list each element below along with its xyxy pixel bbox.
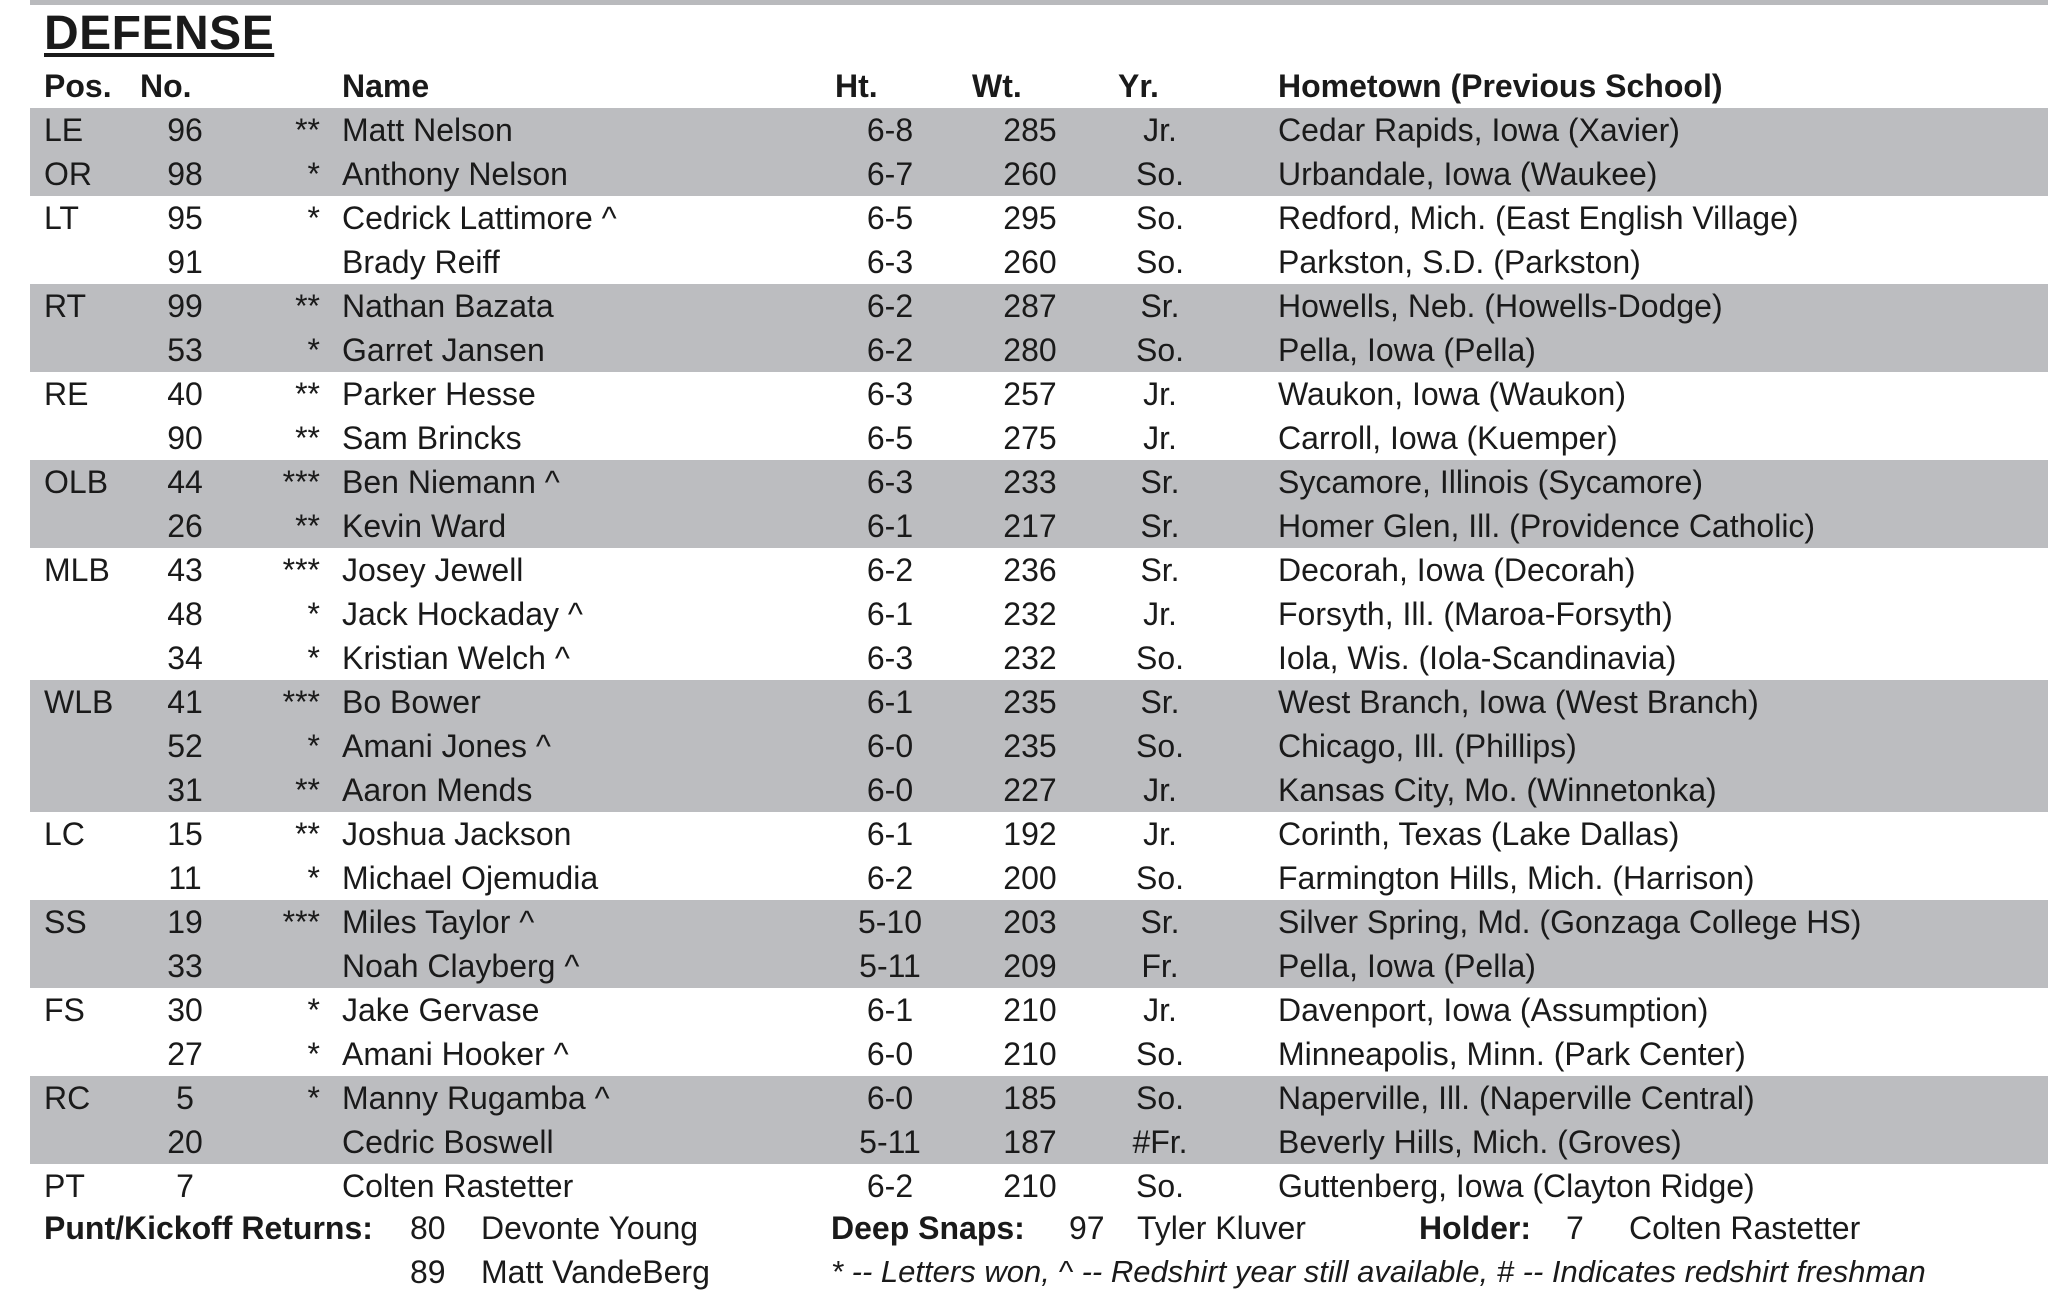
name-cell: Ben Niemann ^ xyxy=(342,464,560,500)
height-cell: 6-1 xyxy=(866,992,914,1028)
hometown-cell: Sycamore, Illinois (Sycamore) xyxy=(1278,464,1703,500)
year-cell: Jr. xyxy=(1143,420,1177,456)
number-cell: 95 xyxy=(167,200,203,236)
table-row xyxy=(30,900,2048,944)
position-cell: RC xyxy=(44,1080,91,1116)
top-divider xyxy=(30,0,2048,5)
hometown-cell: Beverly Hills, Mich. (Groves) xyxy=(1278,1124,1682,1160)
year-cell: Sr. xyxy=(1140,464,1180,500)
letters-cell: ** xyxy=(295,816,320,852)
table-row xyxy=(30,768,2048,812)
table-row xyxy=(30,504,2048,548)
number-cell: 19 xyxy=(167,904,203,940)
letters-cell: * xyxy=(307,1080,320,1116)
hometown-cell: Carroll, Iowa (Kuemper) xyxy=(1278,420,1618,456)
table-row xyxy=(30,856,2048,900)
height-cell: 6-3 xyxy=(866,244,914,280)
year-cell: Jr. xyxy=(1143,596,1177,632)
number-cell: 43 xyxy=(167,552,203,588)
name-cell: Kristian Welch ^ xyxy=(342,640,570,676)
returns-name-2: Matt VandeBerg xyxy=(481,1254,710,1290)
position-cell: LC xyxy=(44,816,85,852)
number-cell: 7 xyxy=(176,1168,194,1204)
year-cell: Sr. xyxy=(1140,552,1180,588)
letters-cell: ** xyxy=(295,420,320,456)
year-cell: Sr. xyxy=(1140,508,1180,544)
number-cell: 48 xyxy=(167,596,203,632)
weight-cell: 203 xyxy=(1003,904,1057,940)
letters-cell: * xyxy=(307,860,320,896)
name-cell: Nathan Bazata xyxy=(342,288,554,324)
height-cell: 6-1 xyxy=(866,816,914,852)
table-row xyxy=(30,592,2048,636)
weight-cell: 280 xyxy=(1003,332,1057,368)
name-cell: Brady Reiff xyxy=(342,244,500,280)
hometown-cell: Cedar Rapids, Iowa (Xavier) xyxy=(1278,112,1680,148)
snaps-no: 97 xyxy=(1069,1210,1105,1246)
height-cell: 6-1 xyxy=(866,596,914,632)
letters-cell: * xyxy=(307,332,320,368)
section-title: DEFENSE xyxy=(44,7,275,60)
name-cell: Garret Jansen xyxy=(342,332,545,368)
height-cell: 6-2 xyxy=(866,288,914,324)
number-cell: 91 xyxy=(167,244,203,280)
number-cell: 27 xyxy=(167,1036,203,1072)
name-cell: Jack Hockaday ^ xyxy=(342,596,583,632)
hometown-cell: Pella, Iowa (Pella) xyxy=(1278,948,1536,984)
letters-cell: * xyxy=(307,992,320,1028)
hometown-cell: Naperville, Ill. (Naperville Central) xyxy=(1278,1080,1755,1116)
letters-cell: *** xyxy=(282,904,320,940)
holder-label: Holder: xyxy=(1419,1210,1531,1246)
weight-cell: 227 xyxy=(1003,772,1057,808)
number-cell: 52 xyxy=(167,728,203,764)
name-cell: Noah Clayberg ^ xyxy=(342,948,580,984)
table-header xyxy=(0,64,2048,108)
year-cell: Sr. xyxy=(1140,684,1180,720)
letters-cell: * xyxy=(307,156,320,192)
hometown-cell: Corinth, Texas (Lake Dallas) xyxy=(1278,816,1680,852)
letters-cell: * xyxy=(307,1036,320,1072)
position-cell: MLB xyxy=(44,552,110,588)
returns-no-2: 89 xyxy=(410,1254,446,1290)
returns-name-1: Devonte Young xyxy=(481,1210,699,1246)
table-row xyxy=(30,460,2048,504)
number-cell: 5 xyxy=(176,1080,194,1116)
hometown-cell: Redford, Mich. (East English Village) xyxy=(1278,200,1799,236)
hometown-cell: Forsyth, Ill. (Maroa-Forsyth) xyxy=(1278,596,1673,632)
height-cell: 6-1 xyxy=(866,684,914,720)
name-cell: Manny Rugamba ^ xyxy=(342,1080,610,1116)
position-cell: RE xyxy=(44,376,89,412)
number-cell: 33 xyxy=(167,948,203,984)
name-cell: Bo Bower xyxy=(342,684,481,720)
year-cell: So. xyxy=(1135,244,1185,280)
height-cell: 5-11 xyxy=(859,1124,921,1160)
position-cell: OR xyxy=(44,156,92,192)
weight-cell: 200 xyxy=(1003,860,1057,896)
name-cell: Parker Hesse xyxy=(342,376,536,412)
hometown-cell: Farmington Hills, Mich. (Harrison) xyxy=(1278,860,1755,896)
table-row xyxy=(30,372,2048,416)
letters-cell: *** xyxy=(282,684,320,720)
number-cell: 99 xyxy=(167,288,203,324)
hometown-cell: Decorah, Iowa (Decorah) xyxy=(1278,552,1636,588)
height-cell: 5-10 xyxy=(857,904,923,940)
year-cell: So. xyxy=(1135,860,1185,896)
year-cell: Jr. xyxy=(1143,376,1177,412)
weight-cell: 192 xyxy=(1003,816,1057,852)
number-cell: 40 xyxy=(167,376,203,412)
weight-cell: 217 xyxy=(1003,508,1057,544)
letters-cell: *** xyxy=(282,552,320,588)
hometown-cell: West Branch, Iowa (West Branch) xyxy=(1278,684,1759,720)
table-row xyxy=(30,328,2048,372)
number-cell: 53 xyxy=(167,332,203,368)
hometown-cell: Kansas City, Mo. (Winnetonka) xyxy=(1278,772,1717,808)
number-cell: 15 xyxy=(167,816,203,852)
height-cell: 6-5 xyxy=(866,420,914,456)
year-cell: So. xyxy=(1135,1036,1185,1072)
footer-line-2 xyxy=(0,1250,2048,1294)
header-no: No. xyxy=(140,68,192,104)
year-cell: Fr. xyxy=(1141,948,1179,984)
name-cell: Cedrick Lattimore ^ xyxy=(342,200,617,236)
weight-cell: 235 xyxy=(1003,728,1057,764)
number-cell: 20 xyxy=(167,1124,203,1160)
number-cell: 34 xyxy=(167,640,203,676)
year-cell: Sr. xyxy=(1140,288,1180,324)
hometown-cell: Parkston, S.D. (Parkston) xyxy=(1278,244,1641,280)
header-wt: Wt. xyxy=(972,68,1022,104)
hometown-cell: Waukon, Iowa (Waukon) xyxy=(1278,376,1626,412)
snaps-label: Deep Snaps: xyxy=(831,1210,1025,1246)
table-row xyxy=(30,152,2048,196)
header-ht: Ht. xyxy=(835,68,878,104)
height-cell: 6-0 xyxy=(866,728,914,764)
height-cell: 6-0 xyxy=(866,1080,914,1116)
name-cell: Amani Jones ^ xyxy=(342,728,551,764)
height-cell: 6-1 xyxy=(866,508,914,544)
weight-cell: 260 xyxy=(1003,244,1057,280)
position-cell: RT xyxy=(44,288,87,324)
table-row xyxy=(30,1164,2048,1208)
hometown-cell: Guttenberg, Iowa (Clayton Ridge) xyxy=(1278,1168,1755,1204)
letters-cell: ** xyxy=(295,288,320,324)
table-row xyxy=(30,812,2048,856)
letters-cell: * xyxy=(307,728,320,764)
hometown-cell: Davenport, Iowa (Assumption) xyxy=(1278,992,1709,1028)
height-cell: 6-3 xyxy=(866,376,914,412)
year-cell: Jr. xyxy=(1143,992,1177,1028)
year-cell: So. xyxy=(1135,200,1185,236)
weight-cell: 285 xyxy=(1003,112,1057,148)
number-cell: 41 xyxy=(167,684,203,720)
year-cell: So. xyxy=(1135,728,1185,764)
height-cell: 6-3 xyxy=(866,464,914,500)
weight-cell: 295 xyxy=(1003,200,1057,236)
year-cell: Jr. xyxy=(1143,112,1177,148)
position-cell: PT xyxy=(44,1168,85,1204)
returns-label: Punt/Kickoff Returns: xyxy=(44,1210,373,1246)
height-cell: 6-3 xyxy=(866,640,914,676)
year-cell: Jr. xyxy=(1143,816,1177,852)
year-cell: So. xyxy=(1135,1168,1185,1204)
hometown-cell: Homer Glen, Ill. (Providence Catholic) xyxy=(1278,508,1816,544)
hometown-cell: Urbandale, Iowa (Waukee) xyxy=(1278,156,1658,192)
year-cell: Sr. xyxy=(1140,904,1180,940)
weight-cell: 235 xyxy=(1003,684,1057,720)
number-cell: 30 xyxy=(167,992,203,1028)
legend-note: * -- Letters won, ^ -- Redshirt year still available, # -- Indicates redshirt freshman xyxy=(831,1254,1926,1289)
hometown-cell: Howells, Neb. (Howells-Dodge) xyxy=(1278,288,1723,324)
table-row xyxy=(30,284,2048,328)
table-row xyxy=(30,944,2048,988)
name-cell: Amani Hooker ^ xyxy=(342,1036,569,1072)
height-cell: 5-11 xyxy=(859,948,921,984)
weight-cell: 287 xyxy=(1003,288,1057,324)
height-cell: 6-0 xyxy=(866,772,914,808)
hometown-cell: Pella, Iowa (Pella) xyxy=(1278,332,1536,368)
weight-cell: 236 xyxy=(1003,552,1057,588)
table-row xyxy=(30,548,2048,592)
table-row xyxy=(30,416,2048,460)
letters-cell: ** xyxy=(295,112,320,148)
number-cell: 90 xyxy=(167,420,203,456)
hometown-cell: Silver Spring, Md. (Gonzaga College HS) xyxy=(1278,904,1862,940)
weight-cell: 185 xyxy=(1003,1080,1057,1116)
letters-cell: ** xyxy=(295,508,320,544)
weight-cell: 210 xyxy=(1003,992,1057,1028)
position-cell: FS xyxy=(44,992,85,1028)
name-cell: Colten Rastetter xyxy=(342,1168,574,1204)
letters-cell: *** xyxy=(282,464,320,500)
table-row xyxy=(30,1120,2048,1164)
year-cell: #Fr. xyxy=(1132,1124,1188,1160)
holder-no: 7 xyxy=(1566,1210,1584,1246)
table-row xyxy=(30,724,2048,768)
name-cell: Cedric Boswell xyxy=(342,1124,554,1160)
hometown-cell: Chicago, Ill. (Phillips) xyxy=(1278,728,1577,764)
number-cell: 44 xyxy=(167,464,203,500)
height-cell: 6-0 xyxy=(866,1036,914,1072)
table-row xyxy=(30,636,2048,680)
weight-cell: 209 xyxy=(1003,948,1057,984)
name-cell: Anthony Nelson xyxy=(342,156,568,192)
hometown-cell: Minneapolis, Minn. (Park Center) xyxy=(1278,1036,1746,1072)
number-cell: 11 xyxy=(168,860,202,896)
height-cell: 6-8 xyxy=(866,112,914,148)
year-cell: So. xyxy=(1135,156,1185,192)
name-cell: Joshua Jackson xyxy=(342,816,572,852)
table-row xyxy=(30,988,2048,1032)
height-cell: 6-7 xyxy=(866,156,914,192)
name-cell: Sam Brincks xyxy=(342,420,522,456)
table-row xyxy=(30,240,2048,284)
letters-cell: ** xyxy=(295,376,320,412)
year-cell: So. xyxy=(1135,332,1185,368)
year-cell: So. xyxy=(1135,640,1185,676)
height-cell: 6-5 xyxy=(866,200,914,236)
height-cell: 6-2 xyxy=(866,860,914,896)
table-row xyxy=(30,680,2048,724)
snaps-name: Tyler Kluver xyxy=(1137,1210,1306,1246)
number-cell: 26 xyxy=(167,508,203,544)
weight-cell: 210 xyxy=(1003,1168,1057,1204)
name-cell: Jake Gervase xyxy=(342,992,540,1028)
letters-cell: * xyxy=(307,640,320,676)
number-cell: 98 xyxy=(167,156,203,192)
letters-cell: * xyxy=(307,200,320,236)
returns-no-1: 80 xyxy=(410,1210,446,1246)
height-cell: 6-2 xyxy=(866,332,914,368)
height-cell: 6-2 xyxy=(866,1168,914,1204)
weight-cell: 187 xyxy=(1003,1124,1057,1160)
table-row xyxy=(30,1032,2048,1076)
header-yr: Yr. xyxy=(1118,68,1159,104)
letters-cell: ** xyxy=(295,772,320,808)
position-cell: WLB xyxy=(44,684,114,720)
weight-cell: 233 xyxy=(1003,464,1057,500)
letters-cell: * xyxy=(307,596,320,632)
header-pos: Pos. xyxy=(44,68,112,104)
weight-cell: 210 xyxy=(1003,1036,1057,1072)
table-row xyxy=(30,196,2048,240)
table-row xyxy=(30,108,2048,152)
header-name: Name xyxy=(342,68,430,104)
name-cell: Michael Ojemudia xyxy=(342,860,599,896)
position-cell: OLB xyxy=(44,464,109,500)
name-cell: Josey Jewell xyxy=(342,552,524,588)
name-cell: Matt Nelson xyxy=(342,112,513,148)
header-hometown: Hometown (Previous School) xyxy=(1278,68,1723,104)
number-cell: 96 xyxy=(167,112,203,148)
year-cell: So. xyxy=(1135,1080,1185,1116)
holder-name: Colten Rastetter xyxy=(1629,1210,1861,1246)
table-row xyxy=(30,1076,2048,1120)
position-cell: SS xyxy=(44,904,87,940)
weight-cell: 232 xyxy=(1003,596,1057,632)
weight-cell: 257 xyxy=(1003,376,1057,412)
year-cell: Jr. xyxy=(1143,772,1177,808)
number-cell: 31 xyxy=(167,772,203,808)
weight-cell: 260 xyxy=(1003,156,1057,192)
footer-line-1 xyxy=(0,1206,2048,1250)
weight-cell: 232 xyxy=(1003,640,1057,676)
weight-cell: 275 xyxy=(1003,420,1057,456)
position-cell: LT xyxy=(44,200,79,236)
name-cell: Miles Taylor ^ xyxy=(342,904,535,940)
name-cell: Aaron Mends xyxy=(342,772,533,808)
height-cell: 6-2 xyxy=(866,552,914,588)
position-cell: LE xyxy=(44,112,84,148)
hometown-cell: Iola, Wis. (Iola-Scandinavia) xyxy=(1278,640,1677,676)
name-cell: Kevin Ward xyxy=(342,508,507,544)
